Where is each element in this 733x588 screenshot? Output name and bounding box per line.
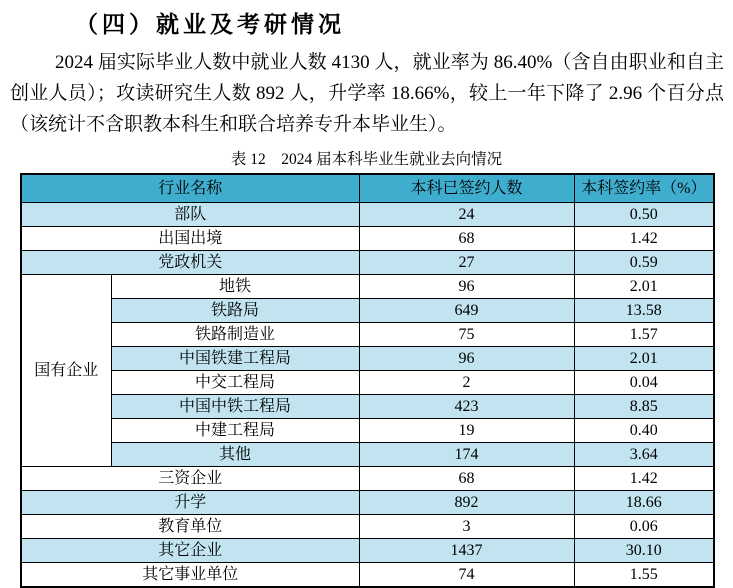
table-row (21, 395, 714, 419)
rate-cell: 0.40 (574, 419, 714, 443)
count-cell: 19 (359, 419, 574, 443)
column-header-rate: 本科签约率（%） (574, 174, 714, 203)
industry-cell: 升学 (21, 491, 359, 515)
table-row (21, 419, 714, 443)
employment-table (20, 173, 715, 588)
industry-subcell: 中国铁建工程局 (111, 347, 359, 371)
section-heading: （四）就业及考研情况 (75, 11, 345, 37)
count-cell: 75 (359, 323, 574, 347)
industry-subcell: 中国中铁工程局 (111, 395, 359, 419)
industry-subcell: 铁路局 (111, 299, 359, 323)
count-cell: 174 (359, 443, 574, 467)
industry-subcell: 中建工程局 (111, 419, 359, 443)
table-row (21, 515, 714, 539)
industry-subcell: 铁路制造业 (111, 323, 359, 347)
table-row (21, 251, 714, 275)
rate-cell: 13.58 (574, 299, 714, 323)
body-paragraph: 2024 届实际毕业人数中就业人数 4130 人，就业率为 86.40%（含自由职业和自主创业人员）；攻读研究生人数 892 人，升学率 18.66%，较上一年下降了 2.96 个百分点（该统计不含职教本科生和联合培养专升本毕业生）。 (10, 52, 724, 135)
table-row (21, 443, 714, 467)
rate-cell: 30.10 (574, 539, 714, 563)
count-cell: 68 (359, 467, 574, 491)
document-page (0, 6, 733, 583)
rate-cell: 3.64 (574, 443, 714, 467)
table-row (21, 299, 714, 323)
rate-cell: 2.01 (574, 275, 714, 299)
table-row (21, 323, 714, 347)
industry-cell: 教育单位 (21, 515, 359, 539)
rate-cell: 0.59 (574, 251, 714, 275)
header-row (21, 174, 714, 203)
industry-subcell: 中交工程局 (111, 371, 359, 395)
table-body (21, 203, 714, 588)
count-cell: 649 (359, 299, 574, 323)
table-row (21, 467, 714, 491)
rate-cell: 2.01 (574, 347, 714, 371)
rate-cell: 1.57 (574, 323, 714, 347)
rate-cell: 1.55 (574, 563, 714, 588)
count-cell: 96 (359, 275, 574, 299)
column-header-count: 本科已签约人数 (359, 174, 574, 203)
count-cell: 1437 (359, 539, 574, 563)
industry-cell: 三资企业 (21, 467, 359, 491)
table-caption: 表 12 2024 届本科毕业生就业去向情况 (230, 151, 503, 168)
industry-cell: 部队 (21, 203, 359, 227)
table-row (21, 563, 714, 588)
rate-cell: 0.06 (574, 515, 714, 539)
industry-subcell: 地铁 (111, 275, 359, 299)
group-cell-soe: 国有企业 (21, 275, 111, 467)
rate-cell: 1.42 (574, 227, 714, 251)
rate-cell: 0.04 (574, 371, 714, 395)
count-cell: 3 (359, 515, 574, 539)
count-cell: 68 (359, 227, 574, 251)
table-row (21, 203, 714, 227)
table-row (21, 539, 714, 563)
count-cell: 27 (359, 251, 574, 275)
rate-cell: 0.50 (574, 203, 714, 227)
industry-cell: 出国出境 (21, 227, 359, 251)
industry-cell: 其它事业单位 (21, 563, 359, 588)
count-cell: 74 (359, 563, 574, 588)
rate-cell: 8.85 (574, 395, 714, 419)
table-row (21, 371, 714, 395)
count-cell: 24 (359, 203, 574, 227)
count-cell: 96 (359, 347, 574, 371)
industry-cell: 其它企业 (21, 539, 359, 563)
count-cell: 2 (359, 371, 574, 395)
rate-cell: 1.42 (574, 467, 714, 491)
count-cell: 892 (359, 491, 574, 515)
table-row (21, 491, 714, 515)
industry-subcell: 其他 (111, 443, 359, 467)
column-header-industry: 行业名称 (21, 174, 359, 203)
rate-cell: 18.66 (574, 491, 714, 515)
table-row (21, 227, 714, 251)
count-cell: 423 (359, 395, 574, 419)
industry-cell: 党政机关 (21, 251, 359, 275)
table-row (21, 347, 714, 371)
table-row (21, 275, 714, 299)
